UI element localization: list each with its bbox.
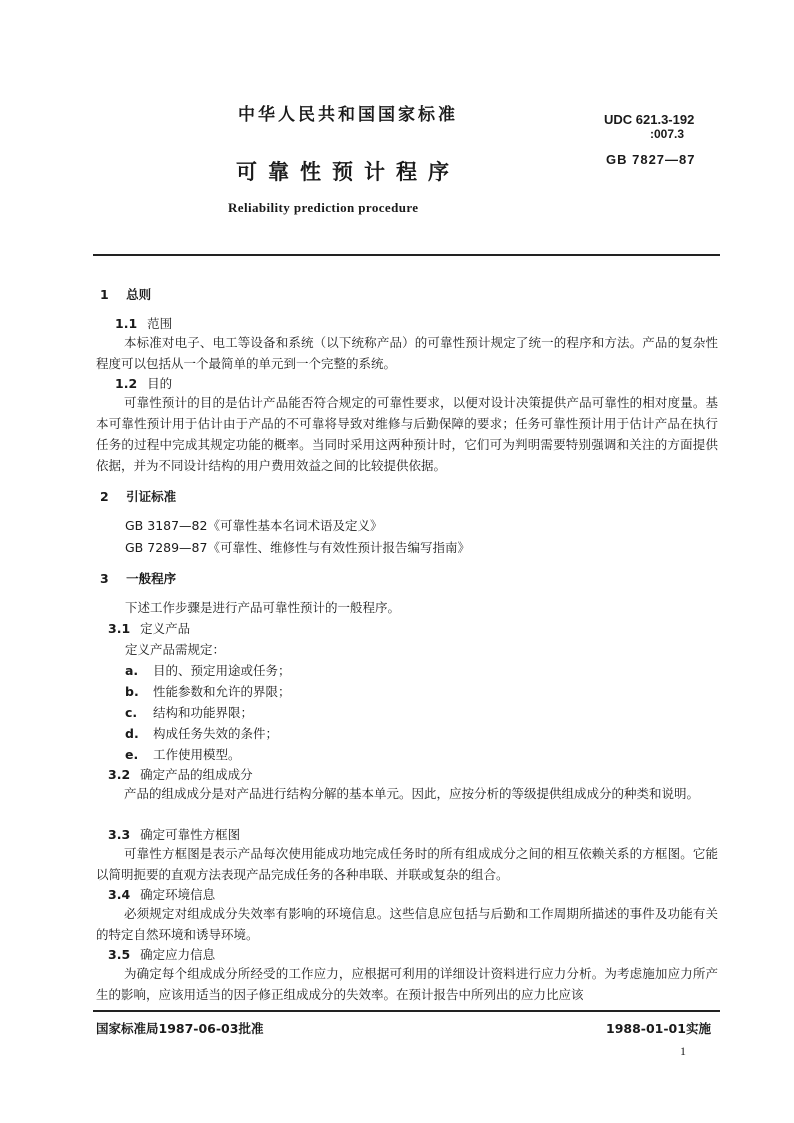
list-item: [125, 745, 241, 763]
list-marker: c.: [125, 705, 138, 720]
list-item: [125, 724, 278, 742]
section-3-title: 一般程序: [126, 571, 177, 586]
standard-type-heading: 中华人民共和国国家标准: [238, 105, 458, 125]
document-title-en: Reliability prediction procedure: [228, 200, 419, 215]
section-2-heading: [100, 487, 176, 505]
section-3-3-title: 确定可靠性方框图: [140, 827, 241, 842]
section-1-heading: [100, 285, 151, 303]
udc-code-continued: :007.3: [650, 127, 685, 141]
list-marker: d.: [125, 726, 139, 741]
section-3-1-number: 3.1: [108, 621, 131, 636]
section-1-2-title: 目的: [147, 376, 173, 391]
document-title-cn: 可靠性预计程序: [236, 160, 460, 184]
section-1-2-text: 可靠性预计的目的是估计产品能否符合规定的可靠性要求，以便对设计决策提供产品可靠性的相对度量。基本可靠性预计用于估计由于产品的不可靠将导致对维修与后勤保障的要求；任务可靠性预计用于估计产品在执行任务的过程中完成其规定功能的概率。当同时采用这两种预计时，它们可为判明需要特别强调和关注的方面提供依据，并为不同设计结构的用户费用效益之间的比较提供依据。: [96, 395, 718, 473]
section-1-2-heading: [115, 374, 172, 392]
section-3-intro: 下述工作步骤是进行产品可靠性预计的一般程序。: [125, 600, 401, 615]
section-1-2-number: 1.2: [115, 376, 138, 391]
section-1-1-title: 范围: [147, 316, 173, 331]
section-2-title: 引证标准: [126, 489, 177, 504]
list-text: 目的、预定用途或任务；: [153, 663, 291, 678]
section-1-1-heading: [115, 314, 172, 332]
section-3-5-heading: [108, 945, 215, 963]
list-marker: e.: [125, 747, 139, 762]
section-3-4-heading: [108, 885, 215, 903]
section-3-1-title: 定义产品: [140, 621, 191, 636]
footer-divider: [93, 1010, 720, 1012]
list-item: [125, 661, 291, 679]
section-3-4-text: 必须规定对组成成分失效率有影响的环境信息。这些信息应包括与后勤和工作周期所描述的事件及功能有关的特定自然环境和诱导环境。: [96, 906, 718, 942]
section-2-number: 2: [100, 489, 109, 504]
reference-item: GB 7289—87《可靠性、维修性与有效性预计报告编写指南》: [125, 540, 470, 555]
section-3-2-text: 产品的组成成分是对产品进行结构分解的基本单元。因此，应按分析的等级提供组成成分的种类和说明。: [124, 786, 700, 801]
section-3-1-lead: 定义产品需规定：: [125, 642, 226, 657]
list-marker: a.: [125, 663, 139, 678]
udc-code: UDC 621.3-192: [604, 112, 695, 127]
section-3-5-number: 3.5: [108, 947, 131, 962]
reference-item: GB 3187—82《可靠性基本名词术语及定义》: [125, 518, 383, 533]
page-number: 1: [680, 1044, 686, 1058]
section-1-1-text: 本标准对电子、电工等设备和系统（以下统称产品）的可靠性预计规定了统一的程序和方法。产品的复杂性程度可以包括从一个最简单的单元到一个完整的系统。: [96, 335, 718, 371]
gb-number: GB 7827—87: [606, 152, 696, 167]
section-3-4-number: 3.4: [108, 887, 131, 902]
list-item: [125, 682, 291, 700]
section-1-1-number: 1.1: [115, 316, 138, 331]
section-3-heading: [100, 569, 176, 587]
section-3-1-heading: [108, 619, 190, 637]
section-3-2-title: 确定产品的组成成分: [140, 767, 253, 782]
section-3-2-heading: [108, 765, 253, 783]
list-marker: b.: [125, 684, 139, 699]
section-1-title: 总则: [126, 287, 152, 302]
approval-date: 国家标准局1987-06-03批准: [96, 1021, 264, 1036]
header-divider: [93, 254, 720, 256]
list-text: 结构和功能界限；: [153, 705, 254, 720]
section-3-4-title: 确定环境信息: [140, 887, 216, 902]
section-3-5-title: 确定应力信息: [140, 947, 216, 962]
section-1-number: 1: [100, 287, 109, 302]
section-3-2-number: 3.2: [108, 767, 131, 782]
list-text: 性能参数和允许的界限；: [153, 684, 291, 699]
section-3-3-text: 可靠性方框图是表示产品每次使用能成功地完成任务时的所有组成成分之间的相互依赖关系的方框图。它能以简明扼要的直观方法表现产品完成任务的各种串联、并联或复杂的组合。: [96, 846, 718, 882]
section-3-3-number: 3.3: [108, 827, 131, 842]
effective-date: 1988-01-01实施: [606, 1021, 711, 1036]
section-3-3-heading: [108, 825, 240, 843]
list-text: 工作使用模型。: [153, 747, 241, 762]
section-3-5-text: 为确定每个组成成分所经受的工作应力，应根据可利用的详细设计资料进行应力分析。为考虑施加应力所产生的影响，应该用适当的因子修正组成成分的失效率。在预计报告中所列出的应力比应该: [96, 966, 718, 1002]
list-text: 构成任务失效的条件；: [153, 726, 279, 741]
section-3-number: 3: [100, 571, 109, 586]
list-item: [125, 703, 253, 721]
